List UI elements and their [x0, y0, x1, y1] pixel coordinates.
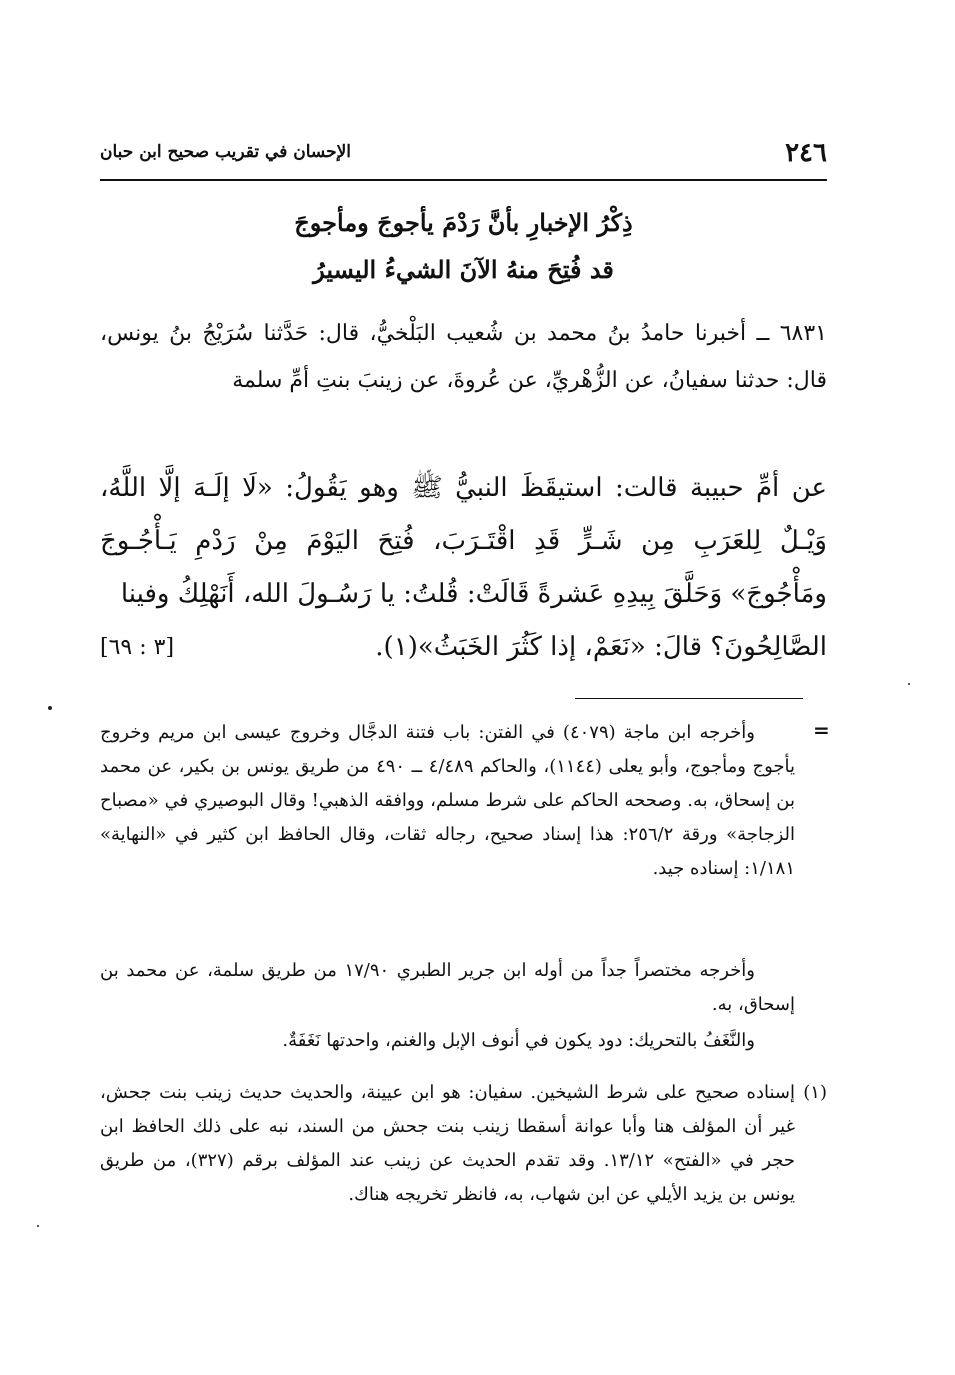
chapter-title-line-2: قد فُتِحَ منهُ الآنَ الشيءُ اليسيرُ — [313, 255, 614, 284]
footnote-separator — [575, 698, 803, 699]
hadith-matn-ending: الصَّالِحُونَ؟ قالَ: «نَعَمْ، إذا كَثُرَ الخَبَثُ»(١). — [375, 632, 827, 662]
page-number: ٢٤٦ — [785, 138, 827, 168]
header-rule — [100, 179, 827, 181]
footnote-paragraph-naghaf: والنَّغَفُ بالتحريك: دود يكون في أنوف الإبل والغنم، واحدتها نَغَفَةٌ. — [282, 1030, 755, 1051]
footnote-1-number: (١) — [803, 1082, 827, 1103]
footnote-paragraph-takhrij: وأخرجه ابن ماجة (٤٠٧٩) في الفتن: باب فتنة الدجَّال وخروج عيسى ابن مريم وخروج يأجوج ومأجوج، وأبو يعلى (١١٤٤)، والحاكم ٤/٤٨٩ ــ ٤٩٠ من طريق يونس بن بكير، عن محمد بن إسحاق، به. وصححه الحاكم على شرط مسلم، ووافقه الذهبي! وقال البوصيري في «مصباح الزجاجة» ورقة ٢٥٦/٢: هذا إسناد صحيح، رجاله ثقات، وقال الحافظ ابن كثير في «النهاية» ١/١٨١: إسناده جيد. — [100, 722, 795, 879]
hadith-matn-last-line — [100, 621, 827, 674]
hadith-isnad: ٦٨٣١ ــ أخبرنا حامدُ بنُ محمد بن شُعيب البَلْخيُّ، قال: حَدَّثنا سُرَيْجُ بنُ يونس، قال: حدثنا سفيانُ، عن الزُّهْريِّ، عن عُروةَ، عن زينبَ بنتِ أمِّ سلمة — [100, 321, 827, 393]
scan-speck — [908, 683, 910, 685]
scan-speck — [48, 706, 52, 710]
footnote-1-text: إسناده صحيح على شرط الشيخين. سفيان: هو ابن عيينة، والحديث حديث زينب بنت جحش، غير أن المؤلف هنا وأبا عوانة أسقطا زينب بنت جحش من السند، نبه على ذلك الحافظ ابن حجر في «الفتح» ١٣/١٢. وقد تقدم الحديث عن زينب عند المؤلف برقم (٣٢٧)، من طريق يونس بن يزيد الأيلي عن ابن شهاب، به، فانظر تخريجه هناك. — [100, 1082, 795, 1205]
hadith-matn-text: عن أمِّ حبيبة قالت: استيقَظَ النبيُّ ﷺ وهو يَقُولُ: «لَا إلَـهَ إلَّا اللَّهُ، وَيْـلٌ لِلعَرَبِ مِن شَـرٍّ قَدِ اقْتَـرَبَ، فُتِحَ اليَوْمَ مِنْ رَدْمِ يَـأْجُـوجَ ومَأْجُوجَ» وَحَلَّقَ بِيدِهِ عَشرةً قَالَتْ: قُلتُ: يا رَسُـولَ الله، أَنَهْلِكُ وفينا — [100, 473, 827, 609]
footnote-continuation-mark: = — [813, 718, 830, 742]
chapter-title-line-1: ذِكْرُ الإخبارِ بأنَّ رَدْمَ يأجوجَ ومأجوجَ — [294, 208, 633, 237]
footnote-paragraph-tabari: وأخرجه مختصراً جداً من أوله ابن جرير الطبري ١٧/٩٠ من طريق سلمة، عن محمد بن إسحاق، به. — [100, 960, 795, 1015]
running-header-title: الإحسان في تقريب صحيح ابن حبان — [100, 142, 351, 162]
hadith-reference: [٣ : ٦٩] — [100, 635, 175, 660]
scan-speck — [37, 1225, 39, 1227]
hadith-matn — [100, 462, 827, 674]
